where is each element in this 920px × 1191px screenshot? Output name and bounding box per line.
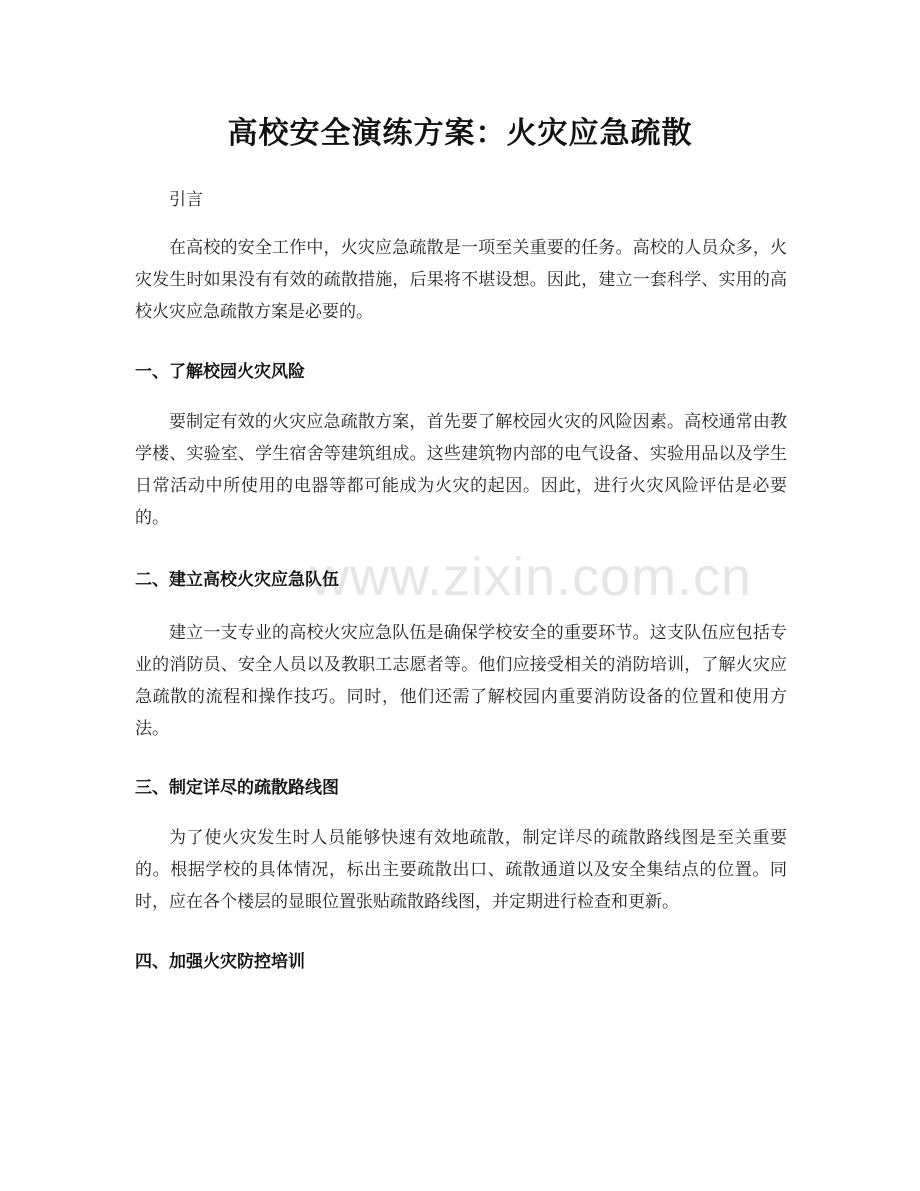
watermark: www.zixin.com.cn bbox=[310, 547, 753, 607]
section-2-heading: 二、建立高校火灾应急队伍 bbox=[135, 570, 339, 590]
section-1-paragraph: 要制定有效的火灾应急疏散方案，首先要了解校园火灾的风险因素。高校通常由教学楼、实验室、学生宿舍等建筑组成。这些建筑物内部的电气设备、实验用品以及学生日常活动中所使用的电器等都可能成为火灾的起因。因此，进行火灾风险评估是必要的。 bbox=[135, 412, 787, 528]
section-1-heading: 一、了解校园火灾风险 bbox=[135, 362, 305, 382]
section-4-heading: 四、加强火灾防控培训 bbox=[135, 952, 305, 972]
intro-label: 引言 bbox=[169, 190, 203, 210]
section-2-paragraph: 建立一支专业的高校火灾应急队伍是确保学校安全的重要环节。这支队伍应包括专业的消防员、安全人员以及教职工志愿者等。他们应接受相关的消防培训，了解火灾应急疏散的流程和操作技巧。同时，他们还需了解校园内重要消防设备的位置和使用方法。 bbox=[135, 623, 787, 739]
section-3-paragraph: 为了使火灾发生时人员能够快速有效地疏散，制定详尽的疏散路线图是至关重要的。根据学校的具体情况，标出主要疏散出口、疏散通道以及安全集结点的位置。同时，应在各个楼层的显眼位置张贴疏散路线图，并定期进行检查和更新。 bbox=[135, 828, 787, 912]
intro-paragraph: 在高校的安全工作中，火灾应急疏散是一项至关重要的任务。高校的人员众多，火灾发生时如果没有有效的疏散措施，后果将不堪设想。因此，建立一套科学、实用的高校火灾应急疏散方案是必要的。 bbox=[135, 238, 787, 322]
document-title: 高校安全演练方案：火灾应急疏散 bbox=[227, 116, 693, 151]
section-3-heading: 三、制定详尽的疏散路线图 bbox=[135, 778, 339, 798]
